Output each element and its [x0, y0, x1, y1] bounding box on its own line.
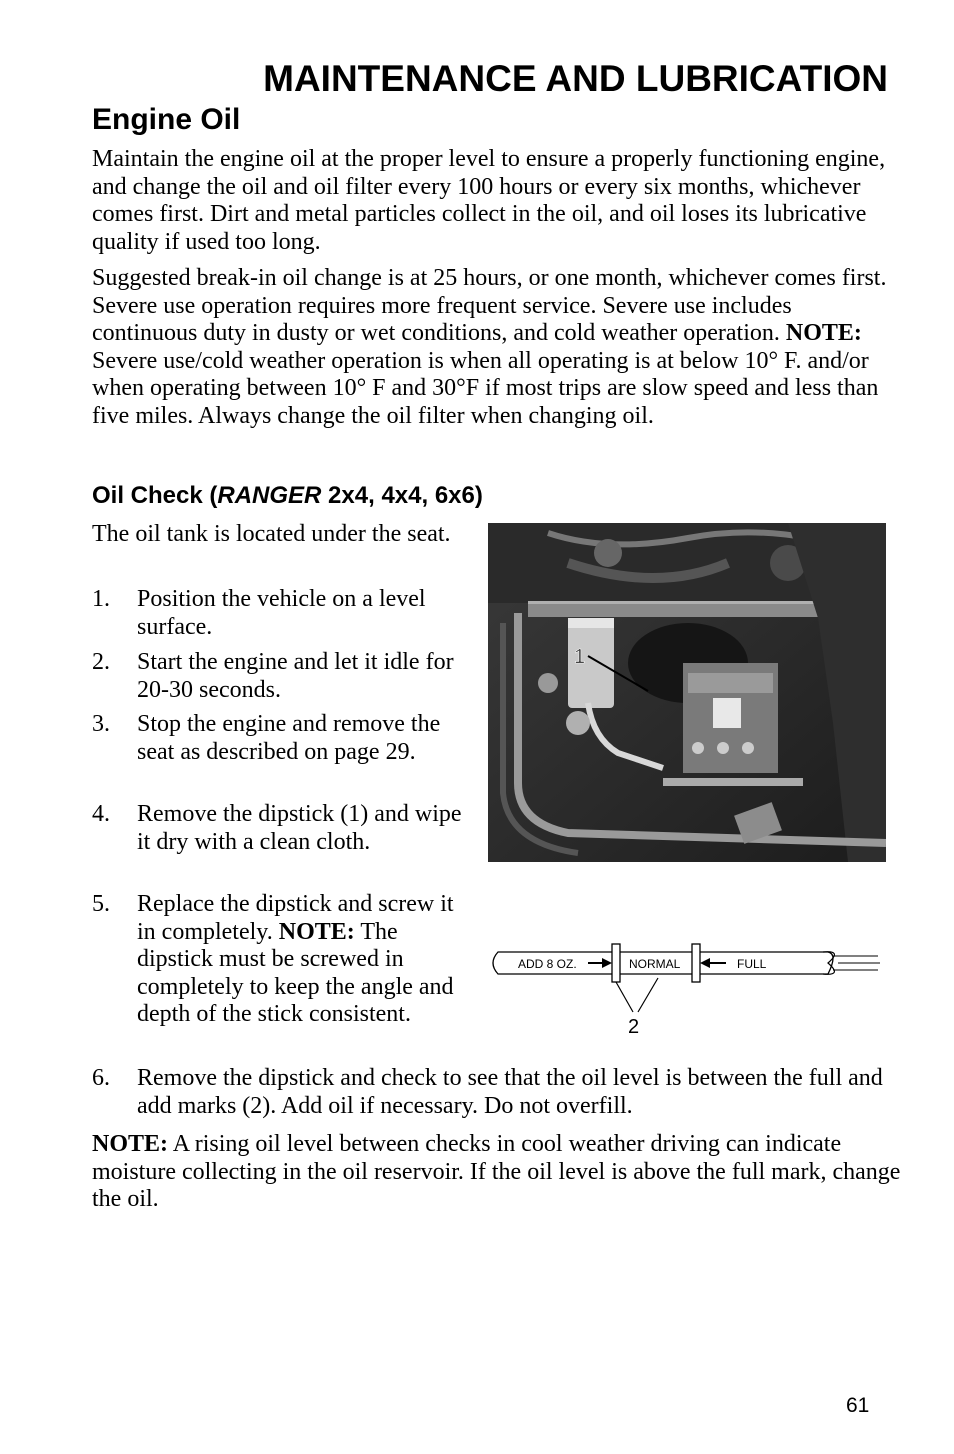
dipstick-diagram	[488, 930, 886, 1040]
page-title: MAINTENANCE AND LUBRICATION	[263, 58, 888, 99]
engine-oil-paragraph-1: Maintain the engine oil at the proper level to ensure a properly functioning engine, and change the oil and oil filter every 100 hours or every six months, whichever comes first. Dirt and metal particles collect in the oil, and oil loses its lubricative quality if used too long.	[92, 146, 886, 255]
step-text-part: The dipstick must be screwed in completely to keep the angle and depth of the stick consistent.	[137, 918, 454, 1028]
step-text: Position the vehicle on a level surface.	[137, 586, 426, 640]
engine-oil-paragraph-2	[92, 265, 902, 431]
page-number: 61	[846, 1394, 870, 1417]
heading-model-name: RANGER	[217, 482, 322, 509]
step-number: 4.	[92, 801, 110, 827]
heading-text: 2x4, 4x4, 6x6)	[321, 482, 483, 509]
oil-check-intro: The oil tank is located under the seat.	[92, 521, 451, 547]
step-number: 3.	[92, 711, 110, 737]
heading-text: Oil Check (	[92, 482, 218, 509]
full-mark-label: FULL	[737, 957, 767, 971]
paragraph-text: Severe use/cold weather operation is when all operating is at below 10° F. and/or when operating between 10° F and 30°F if most trips are slow speed and less than five miles. Always change the oil filter when changing oil.	[92, 347, 879, 429]
note-label: NOTE:	[92, 1131, 169, 1157]
step-text: Stop the engine and remove the seat as described on page 29.	[137, 711, 441, 765]
section-heading: Engine Oil	[92, 103, 241, 136]
note-label: NOTE:	[785, 320, 862, 347]
add-mark-label: ADD 8 OZ.	[518, 957, 577, 971]
callout-1: 1	[574, 646, 586, 668]
paragraph-text: Suggested break-in oil change is at 25 hours, or one month, whichever comes first. Severe use operation requires more frequent service. Severe use includes continuous duty in dusty or wet conditions, and cold weather operation.	[92, 265, 887, 347]
step-text: Remove the dipstick (1) and wipe it dry with a clean cloth.	[137, 801, 462, 855]
step-number: 5.	[92, 891, 110, 917]
step-number: 1.	[92, 586, 110, 612]
step-number: 2.	[92, 649, 110, 675]
oil-tank-photo	[488, 523, 886, 862]
step-text: Start the engine and let it idle for 20-30 seconds.	[137, 649, 454, 703]
note-text: A rising oil level between checks in cool weather driving can indicate moisture collecting in the oil reservoir. If the oil level is above the full mark, change the oil.	[92, 1131, 901, 1213]
final-note	[92, 1131, 902, 1214]
normal-label: NORMAL	[629, 957, 681, 971]
callout-2: 2	[628, 1016, 640, 1038]
step-text-part: Replace the dipstick and screw it in completely.	[137, 891, 454, 945]
step-number: 6.	[92, 1065, 110, 1091]
step-text	[137, 891, 462, 1029]
note-label: NOTE:	[278, 918, 355, 945]
step-text: Remove the dipstick and check to see that the oil level is between the full and add marks (2). Add oil if necessary. Do not overfill.	[137, 1065, 883, 1119]
oil-check-heading	[92, 481, 483, 511]
